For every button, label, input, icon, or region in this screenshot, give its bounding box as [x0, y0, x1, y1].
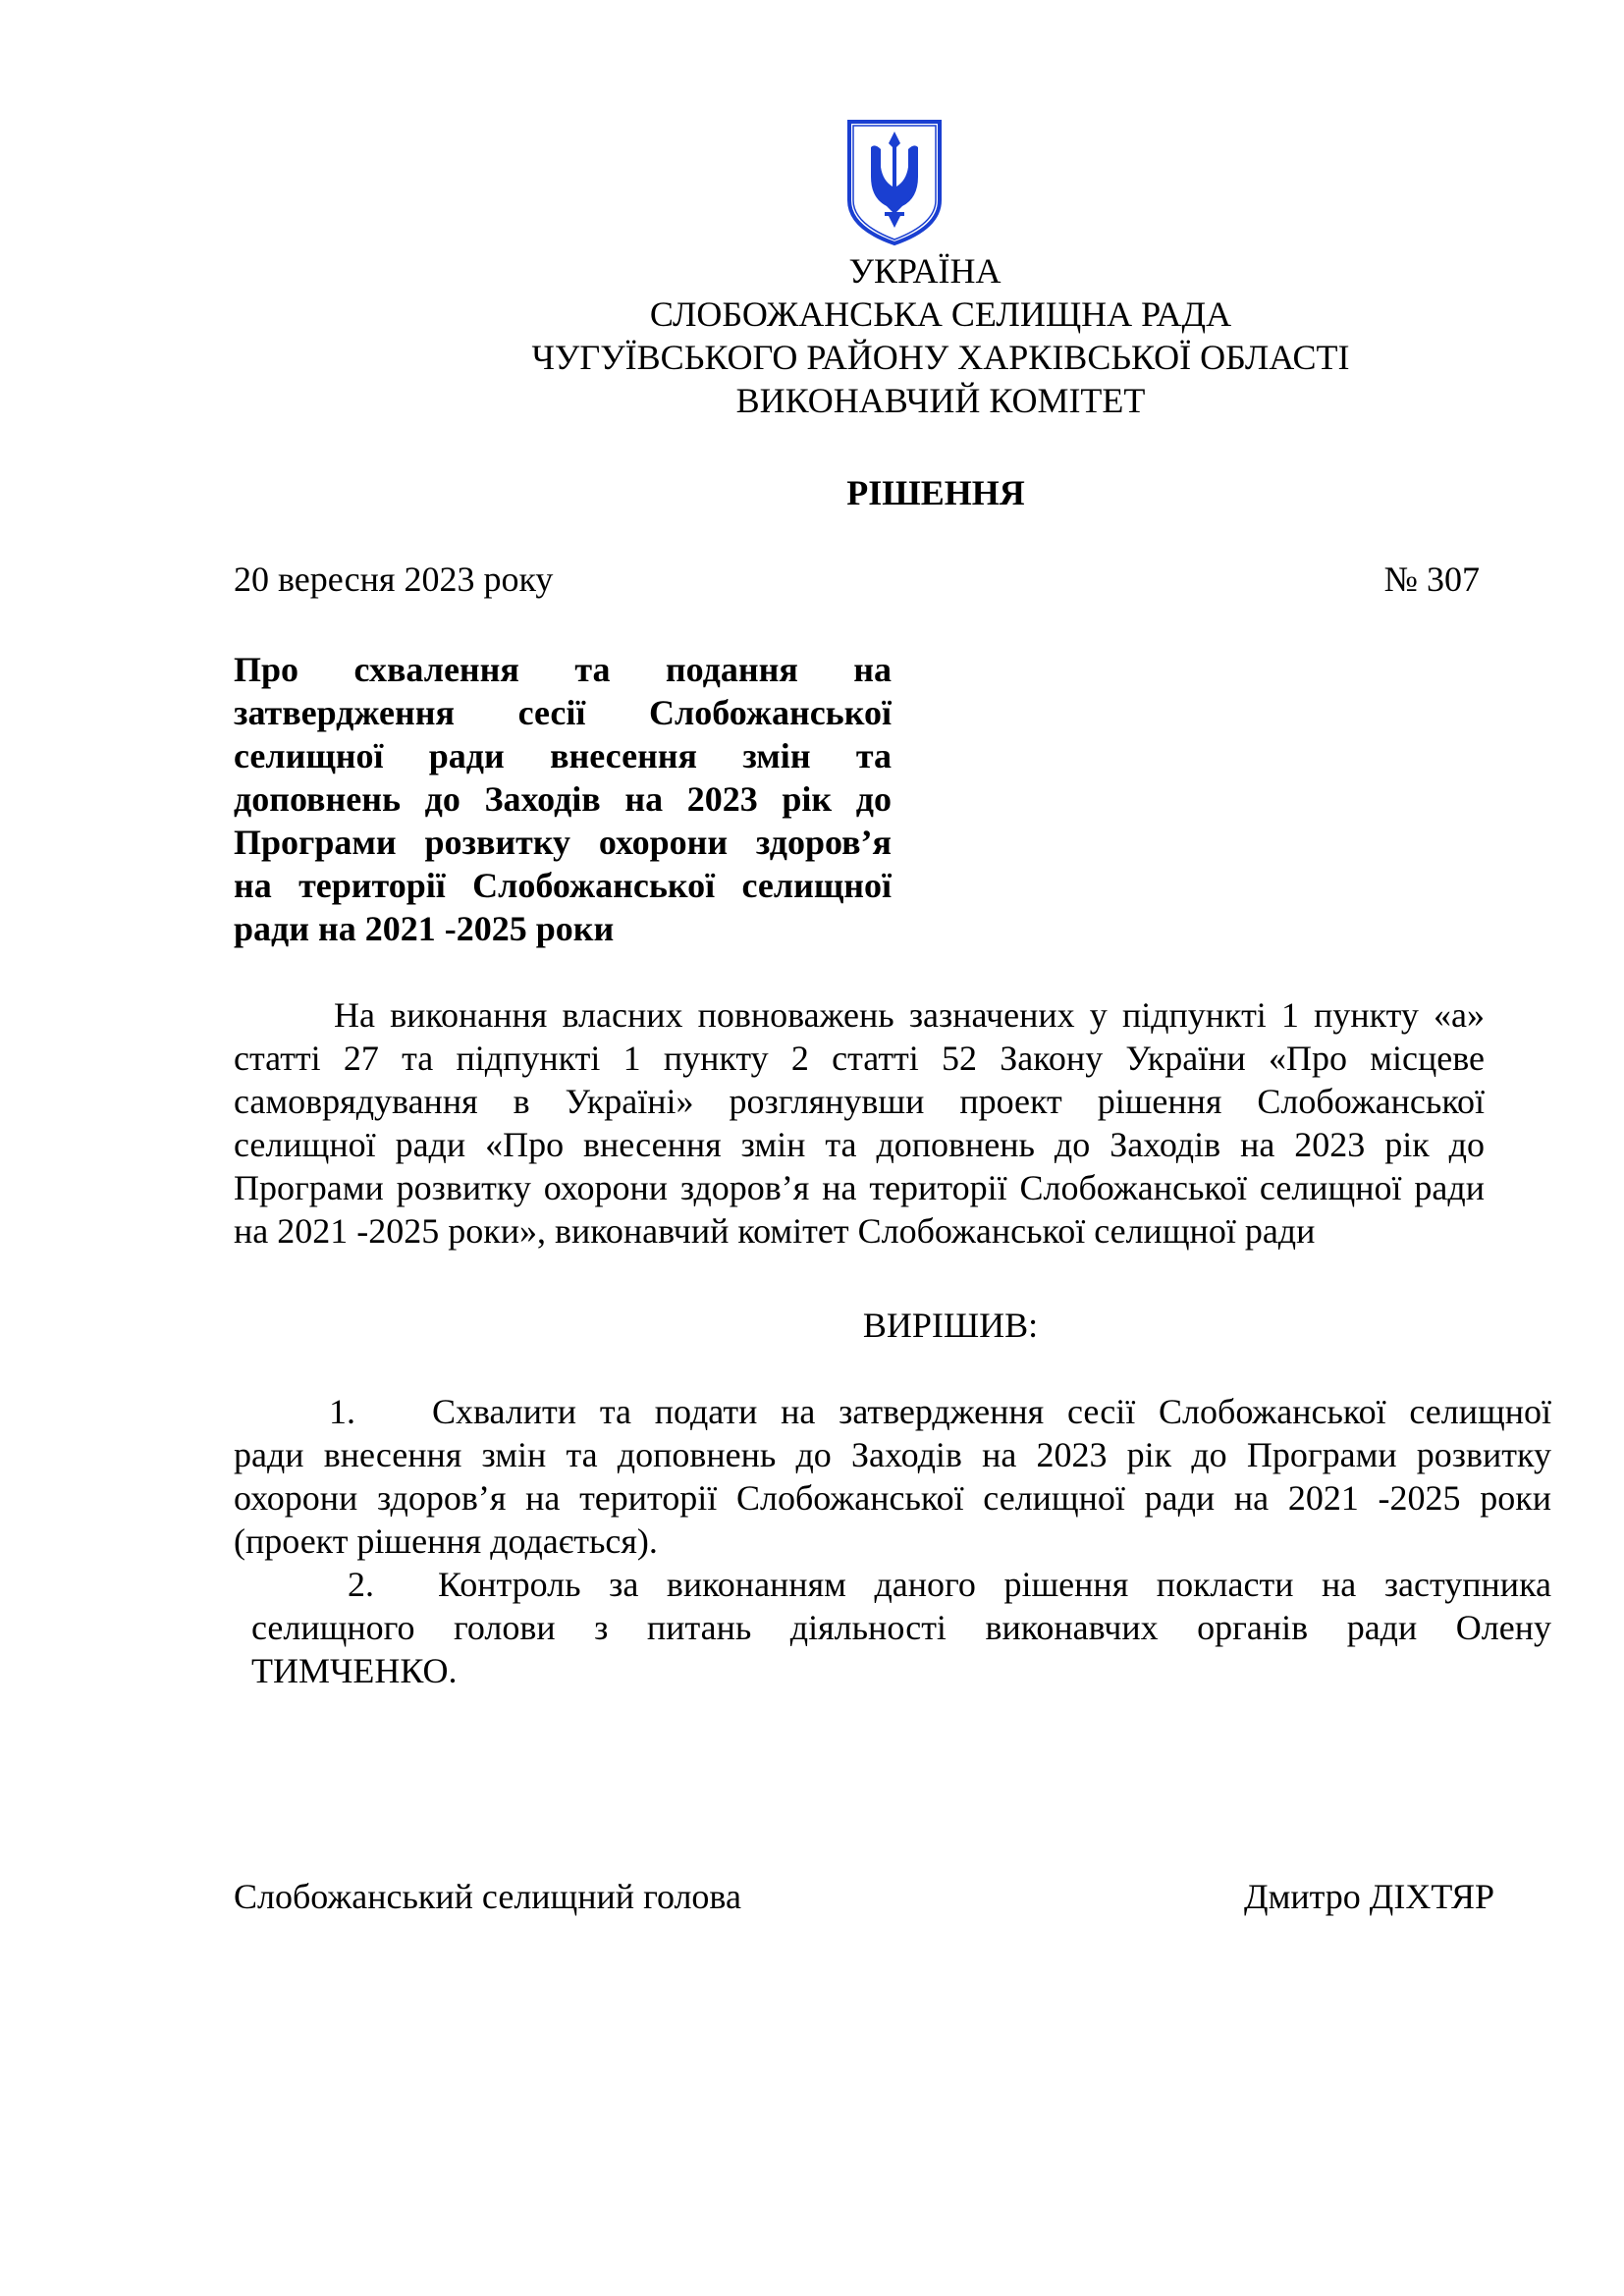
council-name: СЛОБОЖАНСЬКА СЕЛИЩНА РАДА: [649, 294, 1232, 334]
item-line: охорони здоров’я на території Слобожанської селищної ради на 2021 -2025 роки: [234, 1478, 1551, 1518]
resolution-item: [251, 1563, 1551, 1692]
document-type: РІШЕННЯ: [846, 473, 1025, 512]
preamble-line: селищної ради «Про внесення змін та доповнень до Заходів на 2023 рік до: [234, 1125, 1485, 1164]
subject-line: доповнень до Заходів на 2023 рік до: [234, 779, 892, 819]
preamble-line: На виконання власних повноважень зазначених у підпункті 1 пункту «а»: [334, 995, 1485, 1035]
item-line: (проект рішення додається).: [234, 1522, 658, 1561]
subject-line: ради на 2021 -2025 роки: [234, 909, 615, 948]
item-line: ТИМЧЕНКО.: [251, 1651, 458, 1690]
committee-name: ВИКОНАВЧИЙ КОМІТЕТ: [735, 381, 1146, 420]
preamble-line: самоврядування в Україні» розглянувши проект рішення Слобожанської: [234, 1082, 1485, 1121]
decision-subject: [234, 648, 892, 950]
country-name: УКРАЇНА: [848, 251, 1001, 291]
preamble-paragraph: [234, 993, 1485, 1253]
item-line: Контроль за виконанням даного рішення покласти на заступника: [438, 1565, 1551, 1604]
subject-line: селищної ради внесення змін та: [234, 736, 892, 775]
item-line: селищного голови з питань діяльності виконавчих органів ради Олену: [251, 1608, 1551, 1647]
document-date: 20 вересня 2023 року: [234, 560, 554, 599]
item-number: 1.: [329, 1392, 355, 1431]
letterhead: [0, 249, 1624, 422]
subject-line: Програми розвитку охорони здоров’я: [234, 823, 892, 862]
subject-line: на території Слобожанської селищної: [234, 866, 892, 905]
document-number: № 307: [1383, 560, 1480, 599]
district-name: ЧУГУЇВСЬКОГО РАЙОНУ ХАРКІВСЬКОЇ ОБЛАСТІ: [531, 338, 1350, 377]
subject-line: затвердження сесії Слобожанської: [234, 693, 892, 732]
resolution-item: [234, 1390, 1551, 1563]
preamble-line: Програми розвитку охорони здоров’я на території Слобожанської селищної ради: [234, 1168, 1485, 1207]
preamble-line: на 2021 -2025 роки», виконавчий комітет Слобожанської селищної ради: [234, 1211, 1316, 1251]
preamble-line: статті 27 та підпункті 1 пункту 2 статті 52 Закону України «Про місцеве: [234, 1039, 1485, 1078]
signatory-name: Дмитро ДІХТЯР: [1244, 1877, 1494, 1916]
item-number: 2.: [348, 1565, 374, 1604]
resolved-heading: ВИРІШИВ:: [862, 1306, 1039, 1345]
signatory-title: Слобожанський селищний голова: [234, 1877, 741, 1916]
tryzub-coat-of-arms-icon: [845, 118, 944, 247]
subject-line: Про схвалення та подання на: [234, 650, 892, 689]
item-line: ради внесення змін та доповнень до Заходів на 2023 рік до Програми розвитку: [234, 1435, 1551, 1474]
item-line: Схвалити та подати на затвердження сесії Слобожанської селищної: [432, 1392, 1551, 1431]
